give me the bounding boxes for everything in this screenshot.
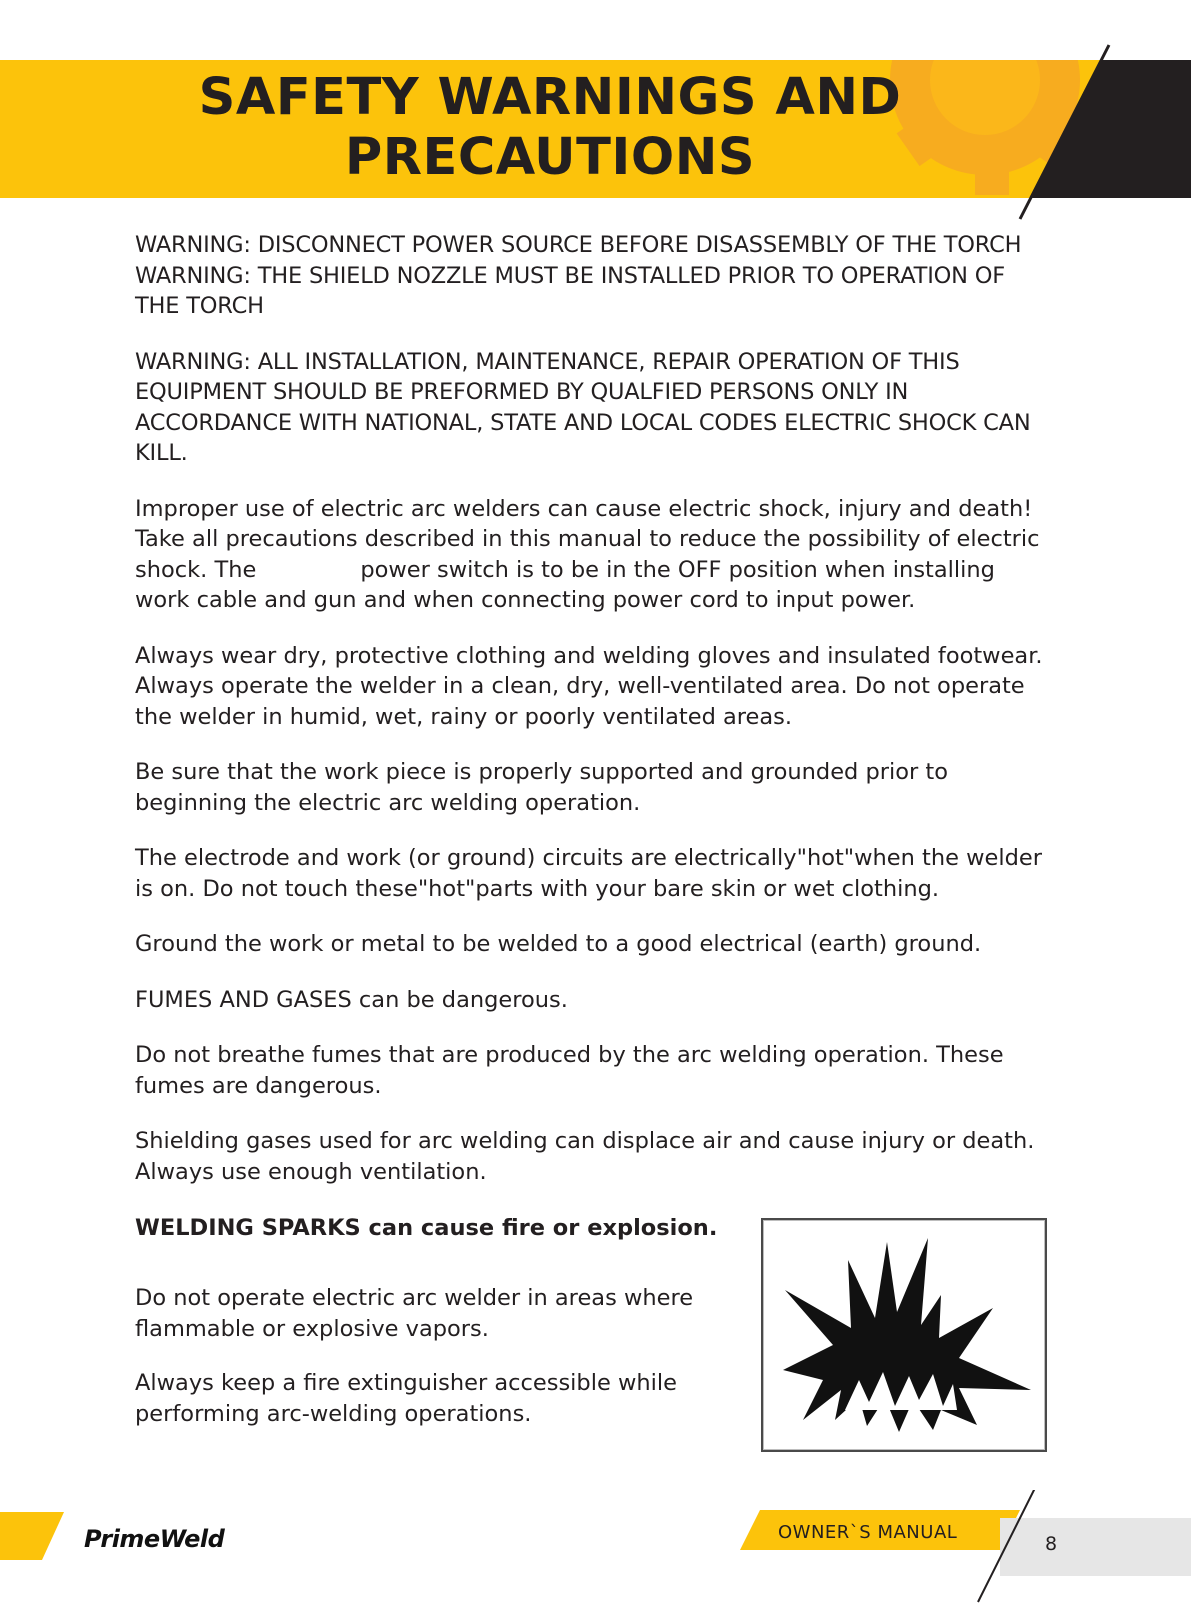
fumes-paragraph: Do not breathe fumes that are produced by the arc welding operation. These fumes are dangerous. bbox=[135, 1042, 1004, 1099]
explosion-hazard-icon bbox=[763, 1220, 1045, 1450]
improper-use-text-1: Improper use of electric arc welders can cause electric shock, injury and death! Take all precautions described in this manual to reduce the possibility of electric shock. The bbox=[135, 495, 1040, 583]
brand-logo: PrimeWeld bbox=[84, 1525, 225, 1553]
gases-paragraph: Shielding gases used for arc welding can displace air and cause injury or death. Always use enough ventilation. bbox=[135, 1128, 1035, 1185]
warning-torch-end: THE TORCH bbox=[135, 293, 264, 319]
vapors-paragraph: Do not operate electric arc welder in areas where flammable or explosive vapors. bbox=[135, 1285, 694, 1342]
extinguisher-paragraph: Always keep a fire extinguisher accessible while performing arc-welding operations. bbox=[135, 1370, 677, 1427]
footer-page-band bbox=[1000, 1518, 1191, 1576]
explosion-hazard-box bbox=[761, 1218, 1047, 1452]
improper-use-text-2: power switch is to be in the OFF position when installing work cable and gun and when connecting power cord to input power. bbox=[135, 556, 995, 613]
warning-torch-paragraph bbox=[135, 230, 1055, 322]
fumes-heading: FUMES AND GASES can be dangerous. bbox=[135, 986, 568, 1013]
owners-manual-label: OWNER`S MANUAL bbox=[778, 1522, 958, 1543]
clothing-paragraph: Always wear dry, protective clothing and welding gloves and insulated footwear. Always operate the welder in a clean, dry, well-ventilated area. Do not operate the welder in humid, wet, rainy or poorly ventilated areas. bbox=[135, 642, 1043, 730]
warning-disconnect: WARNING: DISCONNECT POWER SOURCE BEFORE DISASSEMBLY OF THE TORCH bbox=[135, 232, 1022, 258]
footer-left-accent bbox=[0, 1512, 64, 1560]
page-title bbox=[160, 68, 940, 188]
ground-paragraph: Ground the work or metal to be welded to a good electrical (earth) ground. bbox=[135, 931, 982, 957]
circuits-paragraph: The electrode and work (or ground) circuits are electrically"hot"when the welder is on. Do not touch these"hot"parts with your bare skin or wet clothing. bbox=[135, 845, 1043, 902]
footer bbox=[0, 1490, 1191, 1620]
main-content bbox=[135, 230, 1055, 1212]
improper-use-paragraph bbox=[135, 494, 1055, 616]
page-title-line-2: PRECAUTIONS bbox=[344, 128, 756, 187]
sparks-heading: WELDING SPARKS can cause fire or explosion. bbox=[135, 1215, 718, 1241]
sparks-column bbox=[135, 1283, 715, 1453]
page-title-line-1: SAFETY WARNINGS AND bbox=[198, 68, 902, 127]
page-number: 8 bbox=[1045, 1533, 1058, 1555]
warning-shield-nozzle: WARNING: THE SHIELD NOZZLE MUST BE INSTALLED PRIOR TO OPERATION OF bbox=[135, 262, 1005, 289]
workpiece-paragraph: Be sure that the work piece is properly supported and grounded prior to beginning the electric arc welding operation. bbox=[135, 759, 949, 816]
footer-graphic bbox=[0, 1490, 1191, 1620]
warning-installation: WARNING: ALL INSTALLATION, MAINTENANCE, REPAIR OPERATION OF THIS EQUIPMENT SHOULD BE PREFORMED BY QUALFIED PERSONS ONLY IN ACCORDANCE WITH NATIONAL, STATE AND LOCAL CODES ELECTRIC SHOCK CAN KILL. bbox=[135, 348, 1031, 466]
